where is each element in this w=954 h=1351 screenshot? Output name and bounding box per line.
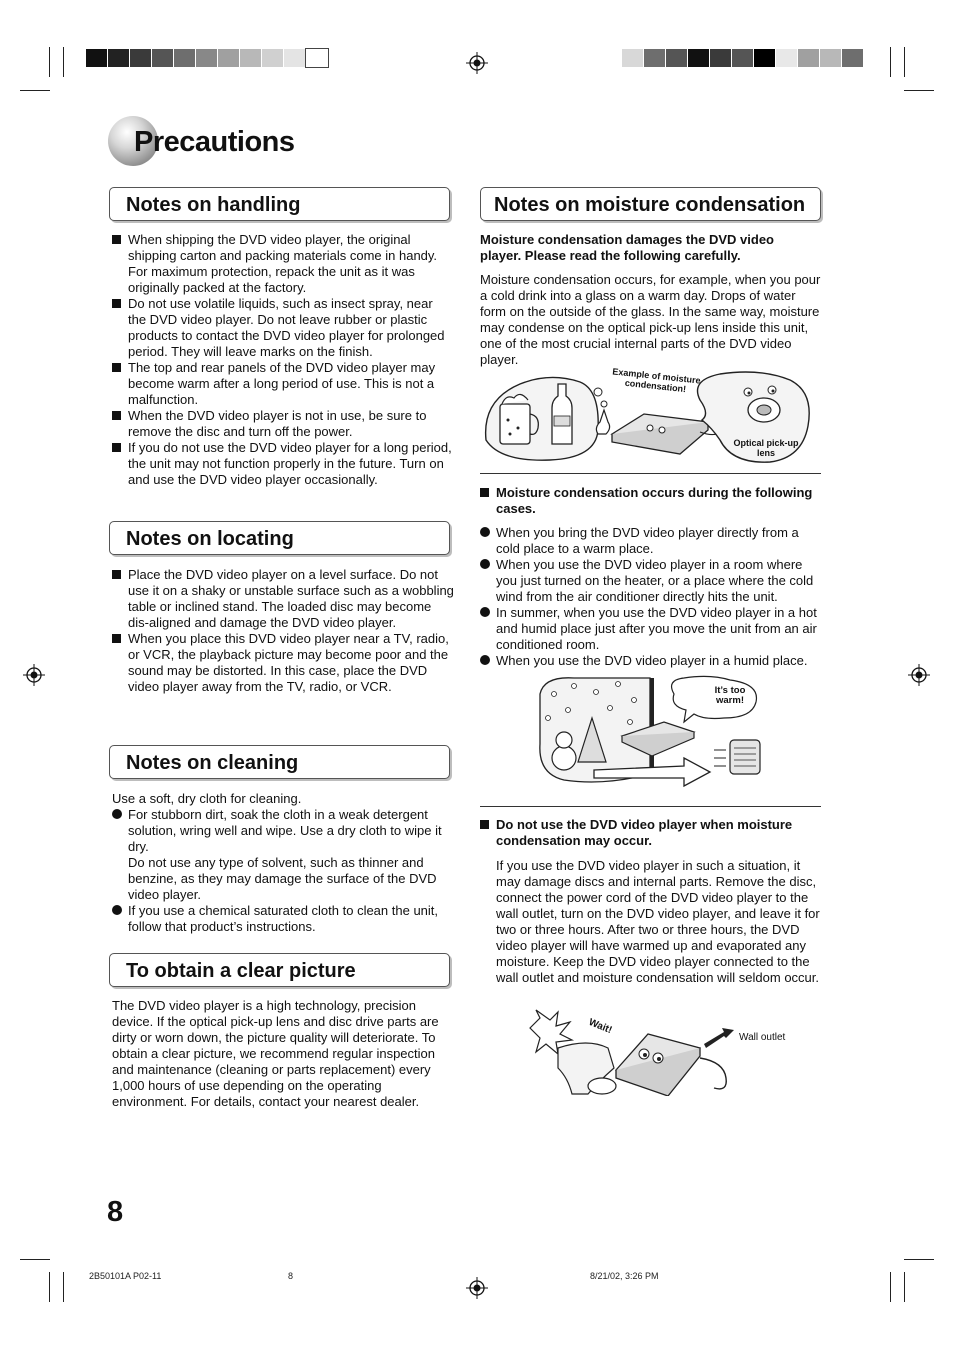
color-swatch [86,49,108,67]
section-title: Notes on handling [126,194,301,216]
list-item: When you bring the DVD video player directly from a cold place to a warm place. [480,525,822,557]
footer-code: 2B50101A P02-11 [89,1271,162,1281]
section-divider [480,473,821,474]
section-title: Notes on moisture condensation [494,194,806,216]
section-header-handling [109,187,450,221]
list-item: When shipping the DVD video player, the original shipping carton and packing materials come in handy. For maximum protection, repack the unit as it was originally packed at the factory. [112,232,454,296]
color-swatch [776,49,798,67]
section-title: Notes on cleaning [126,752,299,774]
color-swatch [754,49,776,67]
color-swatch [306,49,328,67]
square-bullet-icon [112,411,121,420]
square-bullet-icon [480,820,489,829]
list-item: When the DVD video player is not in use, be sure to remove the disc and turn off the power. [112,408,454,440]
cases-list [480,525,822,669]
illustration-label: Wait! [587,1016,614,1037]
color-swatch [644,49,666,67]
cleaning-intro: Use a soft, dry cloth for cleaning. [112,791,302,806]
page-number: 8 [107,1196,124,1228]
crop-mark [20,90,50,91]
list-item: For stubborn dirt, soak the cloth in a weak detergent solution, wring well and wipe. Use a dry cloth to wipe it dry. Do not use any type of solvent, such as thinner and benzine, as they may damage the surface of the DVD video player. [112,807,454,903]
handling-list [112,232,454,488]
section-title: To obtain a clear picture [126,960,356,982]
list-item: When you use the DVD video player in a room where you just turned on the heater, or a place where the cold wind from the air conditioner directly hits the unit. [480,557,822,605]
round-bullet-icon [480,559,490,569]
cleaning-list [112,807,454,935]
section-divider [480,806,821,807]
list-item: If you do not use the DVD video player for a long period, the unit may not function properly in the future. Turn on and use the DVD video player occasionally. [112,440,454,488]
color-swatch [688,49,710,67]
round-bullet-icon [480,527,490,537]
section-header-locating [109,521,450,555]
color-swatch [798,49,820,67]
color-swatch [240,49,262,67]
crop-mark [20,1259,50,1260]
square-bullet-icon [112,634,121,643]
list-item: When you place this DVD video player near a TV, radio, or VCR, the playback picture may become poor and the sound may be distorted. In this case, place the DVD video player away from the TV, radio, or VCR. [112,631,454,695]
registration-mark-icon [23,664,45,686]
registration-mark-icon [466,1277,488,1299]
footer-timestamp: 8/21/02, 3:26 PM [590,1271,659,1281]
color-swatch [284,49,306,67]
color-swatch [152,49,174,67]
registration-mark-icon [908,664,930,686]
section-header-clear-picture [109,953,450,987]
list-item: When you use the DVD video player in a humid place. [480,653,822,669]
square-bullet-icon [112,570,121,579]
square-bullet-icon [112,363,121,372]
crop-mark [63,47,64,77]
cases-heading-list [480,485,822,517]
crop-mark [63,1272,64,1302]
round-bullet-icon [480,607,490,617]
list-item: In summer, when you use the DVD video player in a hot and humid place just after you move the unit from an air conditioned room. [480,605,822,653]
square-bullet-icon [112,443,121,452]
locating-list [112,567,454,695]
section-header-cleaning [109,745,450,779]
moisture-intro: Moisture condensation occurs, for example, when you pour a cold drink into a glass on a warm day. Drops of water form on the outside of the glass. In the same way, moisture may condense on the optical pick-up lens inside this unit, one of the most crucial internal parts of the DVD video player. [480,272,821,367]
color-swatch [130,49,152,67]
color-calibration-bar-left [86,49,328,67]
color-swatch [218,49,240,67]
color-swatch [732,49,754,67]
color-swatch [174,49,196,67]
list-item: Do not use volatile liquids, such as insect spray, near the DVD video player. Do not leave rubber or plastic products to contact the DVD video player for prolonged period. They will leave marks on the finish. [112,296,454,360]
round-bullet-icon [480,655,490,665]
page-title: Precautions [134,126,295,158]
registration-mark-icon [466,52,488,74]
illustration-label: It’s too warm! [714,685,746,706]
crop-mark [904,47,905,77]
section-title: Notes on locating [126,528,294,550]
section-header-moisture [480,187,821,221]
list-item: Place the DVD video player on a level surface. Do not use it on a shaky or unstable surface such as a wobbling table or inclined stand. The loaded disc may become dis-aligned and damage the DVD video player. [112,567,454,631]
color-swatch [262,49,284,67]
color-swatch [108,49,130,67]
square-bullet-icon [112,299,121,308]
color-swatch [666,49,688,67]
color-swatch [820,49,842,67]
crop-mark [890,1272,891,1302]
list-item: Do not use the DVD video player when moisture condensation may occur. [480,817,822,849]
illustration-label: Optical pick-up lens [733,438,799,458]
clear-picture-body: The DVD video player is a high technology, precision device. If the optical pick-up lens and disc drive parts are dirty or worn down, the picture quality will deteriorate. To obtain a clear picture, we recommend regular inspection and maintenance (cleaning or parts replacement) every 1,000 hours of use depending on the operating environment. For details, contact your nearest dealer. [112,998,439,1109]
list-item: Moisture condensation occurs during the following cases. [480,485,822,517]
illustration-label: Example of moisture condensation! [611,366,702,395]
color-calibration-bar-right [622,49,864,67]
round-bullet-icon [112,905,122,915]
color-swatch [710,49,732,67]
list-item: The top and rear panels of the DVD video player may become warm after a long period of use. This is not a malfunction. [112,360,454,408]
crop-mark [904,90,934,91]
donot-body: If you use the DVD video player in such a situation, it may damage discs and internal parts. Remove the disc, connect the power cord of the DVD video player to the wall outlet, turn on the DVD video player, and leave it for two or three hours. After two or three hours, the DVD video player will have warmed up and evaporated any moisture. Keep the DVD video player connected to the wall outlet and moisture condensation will seldom occur. [496,858,820,985]
illustration-label: Wall outlet [739,1032,786,1043]
square-bullet-icon [112,235,121,244]
color-swatch [622,49,644,67]
list-item: If you use a chemical saturated cloth to clean the unit, follow that product’s instructions. [112,903,454,935]
square-bullet-icon [480,488,489,497]
crop-mark [49,1272,50,1302]
color-swatch [196,49,218,67]
crop-mark [904,1272,905,1302]
donot-heading-list [480,817,822,849]
crop-mark [904,1259,934,1260]
round-bullet-icon [112,809,122,819]
crop-mark [49,47,50,77]
wall-outlet-illustration [528,1008,738,1096]
moisture-warning: Moisture condensation damages the DVD video player. Please read the following carefully. [480,232,774,263]
crop-mark [890,47,891,77]
color-swatch [842,49,864,67]
footer-page: 8 [288,1271,294,1281]
